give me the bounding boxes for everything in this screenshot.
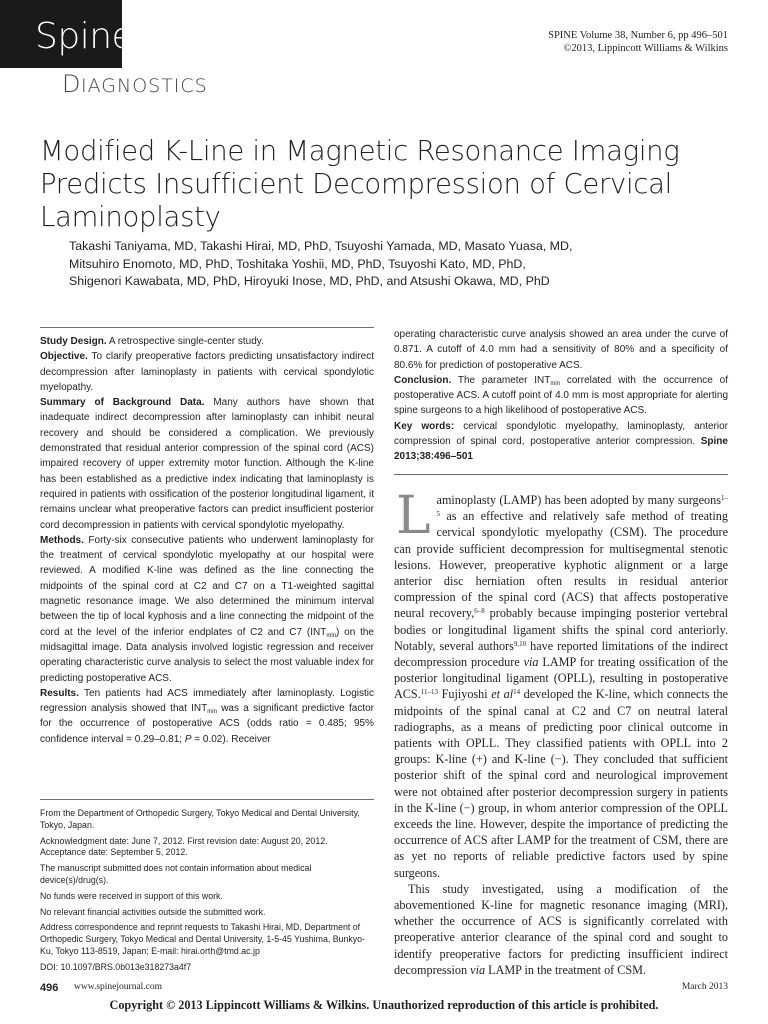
author-line: Mitsuhiro Enomoto, MD, PhD, Toshitaka Yoshii, MD, PhD, Tsuyoshi Kato, MD, PhD, [69,256,526,271]
journal-logo-text: Spine [35,16,134,57]
divider [394,474,728,475]
author-list [69,238,689,291]
abstract-results [40,686,374,747]
section-label-initial: D [62,70,81,98]
body-text-run: LAMP in the treatment of CSM. [485,962,647,977]
methods-text: ) on the midsagittal image. Data analysis involved logistic regression and receiver operating characteristic curve analysis to select the most valuable index for predicting postoperative ACS. [40,626,374,684]
objective-label: Objective. [40,351,88,363]
conclusion-label: Conclusion. [394,374,452,386]
footnote-doi: DOI: 10.1097/BRS.0b013e318273a4f7 [40,961,192,972]
footnote-financial: No relevant financial activities outside the submitted work. [40,906,266,917]
abstract-right [394,327,728,465]
divider [40,327,374,328]
subscript: min [326,632,336,639]
footnote-funds: No funds were received in support of this work. [40,890,223,901]
body-paragraph [394,881,728,978]
abstract-study-design [40,334,374,349]
footnote-dates: Acknowledgment date: June 7, 2012. First revision date: August 20, 2012. Acceptance date: September 5, 2012. [40,835,328,858]
results-text: = 0.02). Receiver [191,733,271,745]
abstract-left [40,334,374,747]
study-design-label: Study Design. [40,336,107,347]
abstract-keywords [394,419,728,465]
body-text-run: LAMP for treating ossification of the posterior longitudinal ligament (OPLL), resulting in postoperative ACS. [394,655,729,702]
conclusion-text: The parameter INT [451,374,551,386]
study-design-text: A retrospective single-center study. [106,336,264,347]
abstract-results-continued: operating characteristic curve analysis showed an area under the curve of 0.871. A cutoff of 4.0 mm had a sensitivity of 80% and a specificity of 80.6% for prediction of postoperative ACS. [394,329,728,371]
journal-info [548,29,728,55]
body-text-run: developed the K-line, which connects the midpoints of the spinal canal at C2 and C7 on neutral lateral radiographs, as a means of predicting poor clinical outcome in patients with OPLL. They classified patients with OPLL into 2 groups: K-line (+) and K-line (−). They concluded that sufficient posterior shift of the spinal cord and neurological improvement were not obtained after posterior decompression surgery in patients in the K-line (−) group, in whom anterior compression of the OPLL exceeds the line. However, despite the importance of predicting the occurrence of ACS after LAMP for the treatment of CSM, there are as yet no reports of reliable predictive factors used by spine surgeons. [394,687,729,880]
methods-label: Methods. [40,534,84,546]
body-text-run: have reported limitations of the indirect decompression procedure [394,638,728,670]
body-text-run: as an effective and relatively safe method of treating cervical spondylotic myelopathy (CSM). The procedure can provide sufficient decompression for multisegmental stenotic lesions. However, preoperative kyphotic alignment or a large anterior disc herniation often results in residual anterior compression of the spinal cord (ACS) that affects postoperative neural recovery, [394,509,728,621]
body-text [394,486,729,978]
author-line: Takashi Taniyama, MD, Takashi Hirai, MD, PhD, Tsuyoshi Yamada, MD, Masato Yuasa, MD, [69,239,573,253]
italic-text: via [523,655,539,670]
abstract-background [40,395,374,533]
subscript: min [207,709,217,716]
results-text: Ten patients had ACS immediately after laminoplasty. Logistic regression analysis showed that INT [40,687,374,715]
drop-cap: L [396,486,431,546]
objective-text: To clarify preoperative factors predicting unsatisfactory indirect decompression after laminoplasty in patients with cervical spondylotic myelopathy. [40,351,374,393]
italic-text: et al [491,687,514,702]
page-footer [40,982,728,996]
background-label: Summary of Background Data. [40,397,205,409]
footnote-affiliation: From the Department of Orthopedic Surgery, Tokyo Medical and Dental University, Tokyo, Japan. [40,808,360,830]
body-text-run: Fujiyoshi [438,687,492,702]
issue-date: March 2013 [681,982,728,992]
results-label: Results. [40,687,79,699]
keywords-label: Key words: [394,420,455,432]
conclusion-text: correlated with the occurrence of postoperative ACS. A cutoff point of 4.0 mm is most appropriate for alerting spine surgeons to a high likelihood of postoperative ACS. [394,374,728,417]
copyright-notice: Copyright © 2013 Lippincott Williams & Wilkins. Unauthorized reproduction of this article is prohibited. [109,998,659,1012]
abstract-methods [40,533,374,686]
italic-text: via [470,962,486,977]
article-title: Modified K-Line in Magnetic Resonance Imaging Predicts Insufficient Decompression of Cervical Laminoplasty [40,135,680,233]
footnote-device: The manuscript submitted does not contain information about medical device(s)/drug(s). [40,863,312,885]
citation-superscript: 6–8 [474,607,485,616]
citation: Spine 2013;38:496–501 [394,436,728,463]
body-text-run: probably because impinging posterior vertebral bodies or longitudinal ligament shifts the spinal cord anteriorly. Notably, several authors [394,606,728,653]
citation-superscript: 11–13 [420,688,439,697]
citation-superscript: 14 [513,688,521,697]
body-text-run: This study investigated, using a modification of the abovementioned K-line for magnetic resonance imaging (MRI), whether the occurrence of ACS is significantly correlated with preoperative anterior clearance of the spinal cord and sought to identify preoperative factors for predicting insufficient indirect decompression [394,881,728,977]
body-paragraph [394,486,729,881]
footnote-address: Address correspondence and reprint requests to Takashi Hirai, MD, Department of Orthopedic Surgery, Tokyo Medical and Dental University, 1-5-45 Yushima, Bunkyo-Ku, Tokyo 113-8519, Japan; E-mail: hirai.orth@tmd.ac.jp [40,922,365,956]
subscript: min [550,380,561,387]
keywords-text: cervical spondylotic myelopathy, laminoplasty, anterior compression of spinal cord, postoperative anterior compression. [394,420,729,448]
author-line: Shigenori Kawabata, MD, PhD, Hiroyuki Inose, MD, PhD, and Atsushi Okawa, MD, PhD [69,274,550,288]
body-text-run: aminoplasty (LAMP) has been adopted by many surgeons [436,493,721,507]
journal-logo [0,0,134,68]
citation-superscript: 1–5 [436,494,728,519]
citation-superscript: 9,10 [513,639,527,648]
results-text: was a significant predictive factor for the occurrence of postoperative ACS (odds ratio = 0.485; 95% confidence interval = 0.29–0.81; [40,703,375,745]
p-value-symbol: P [184,733,192,745]
abstract-objective [40,349,374,395]
background-text: Many authors have shown that inadequate indirect decompression after laminoplasty can inhibit neural recovery and should be considered a complication. We previously demonstrated that residual anterior compression of the spinal cord (ACS) impaired recovery of upper extremity motor function. Although the K-line has been established as a predictive index indicating that laminoplasty is required in patients with ossification of the posterior longitudinal ligament, it remains unclear what preoperative factors can predict insufficient posterior cord decompression in patients with cervical spondylotic myelopathy. [40,397,374,531]
divider [40,799,374,800]
journal-volume: SPINE Volume 38, Number 6, pp 496–501 [548,30,728,41]
methods-text: Forty-six consecutive patients who underwent laminoplasty for the treatment of cervical spondylotic myelopathy at our hospital were reviewed. A modified K-line was defined as the line connecting the midpoints of the spinal cord at C2 and C7 on a T1-weighted sagittal magnetic resonance image. We also determined the minimum interval between the tip of local kyphosis and a line connecting the midpoint of the cord at the level of the inferior endplates of C2 and C7 (INT [40,534,374,638]
journal-website: www.spinejournal.com [74,982,163,992]
section-label [62,70,208,98]
page-number: 496 [40,982,59,994]
section-label-rest: IAGNOSTICS [80,75,208,97]
journal-copyright: ©2013, Lippincott Williams & Wilkins [563,43,728,54]
abstract-conclusion [394,373,728,419]
footnotes [40,808,374,978]
